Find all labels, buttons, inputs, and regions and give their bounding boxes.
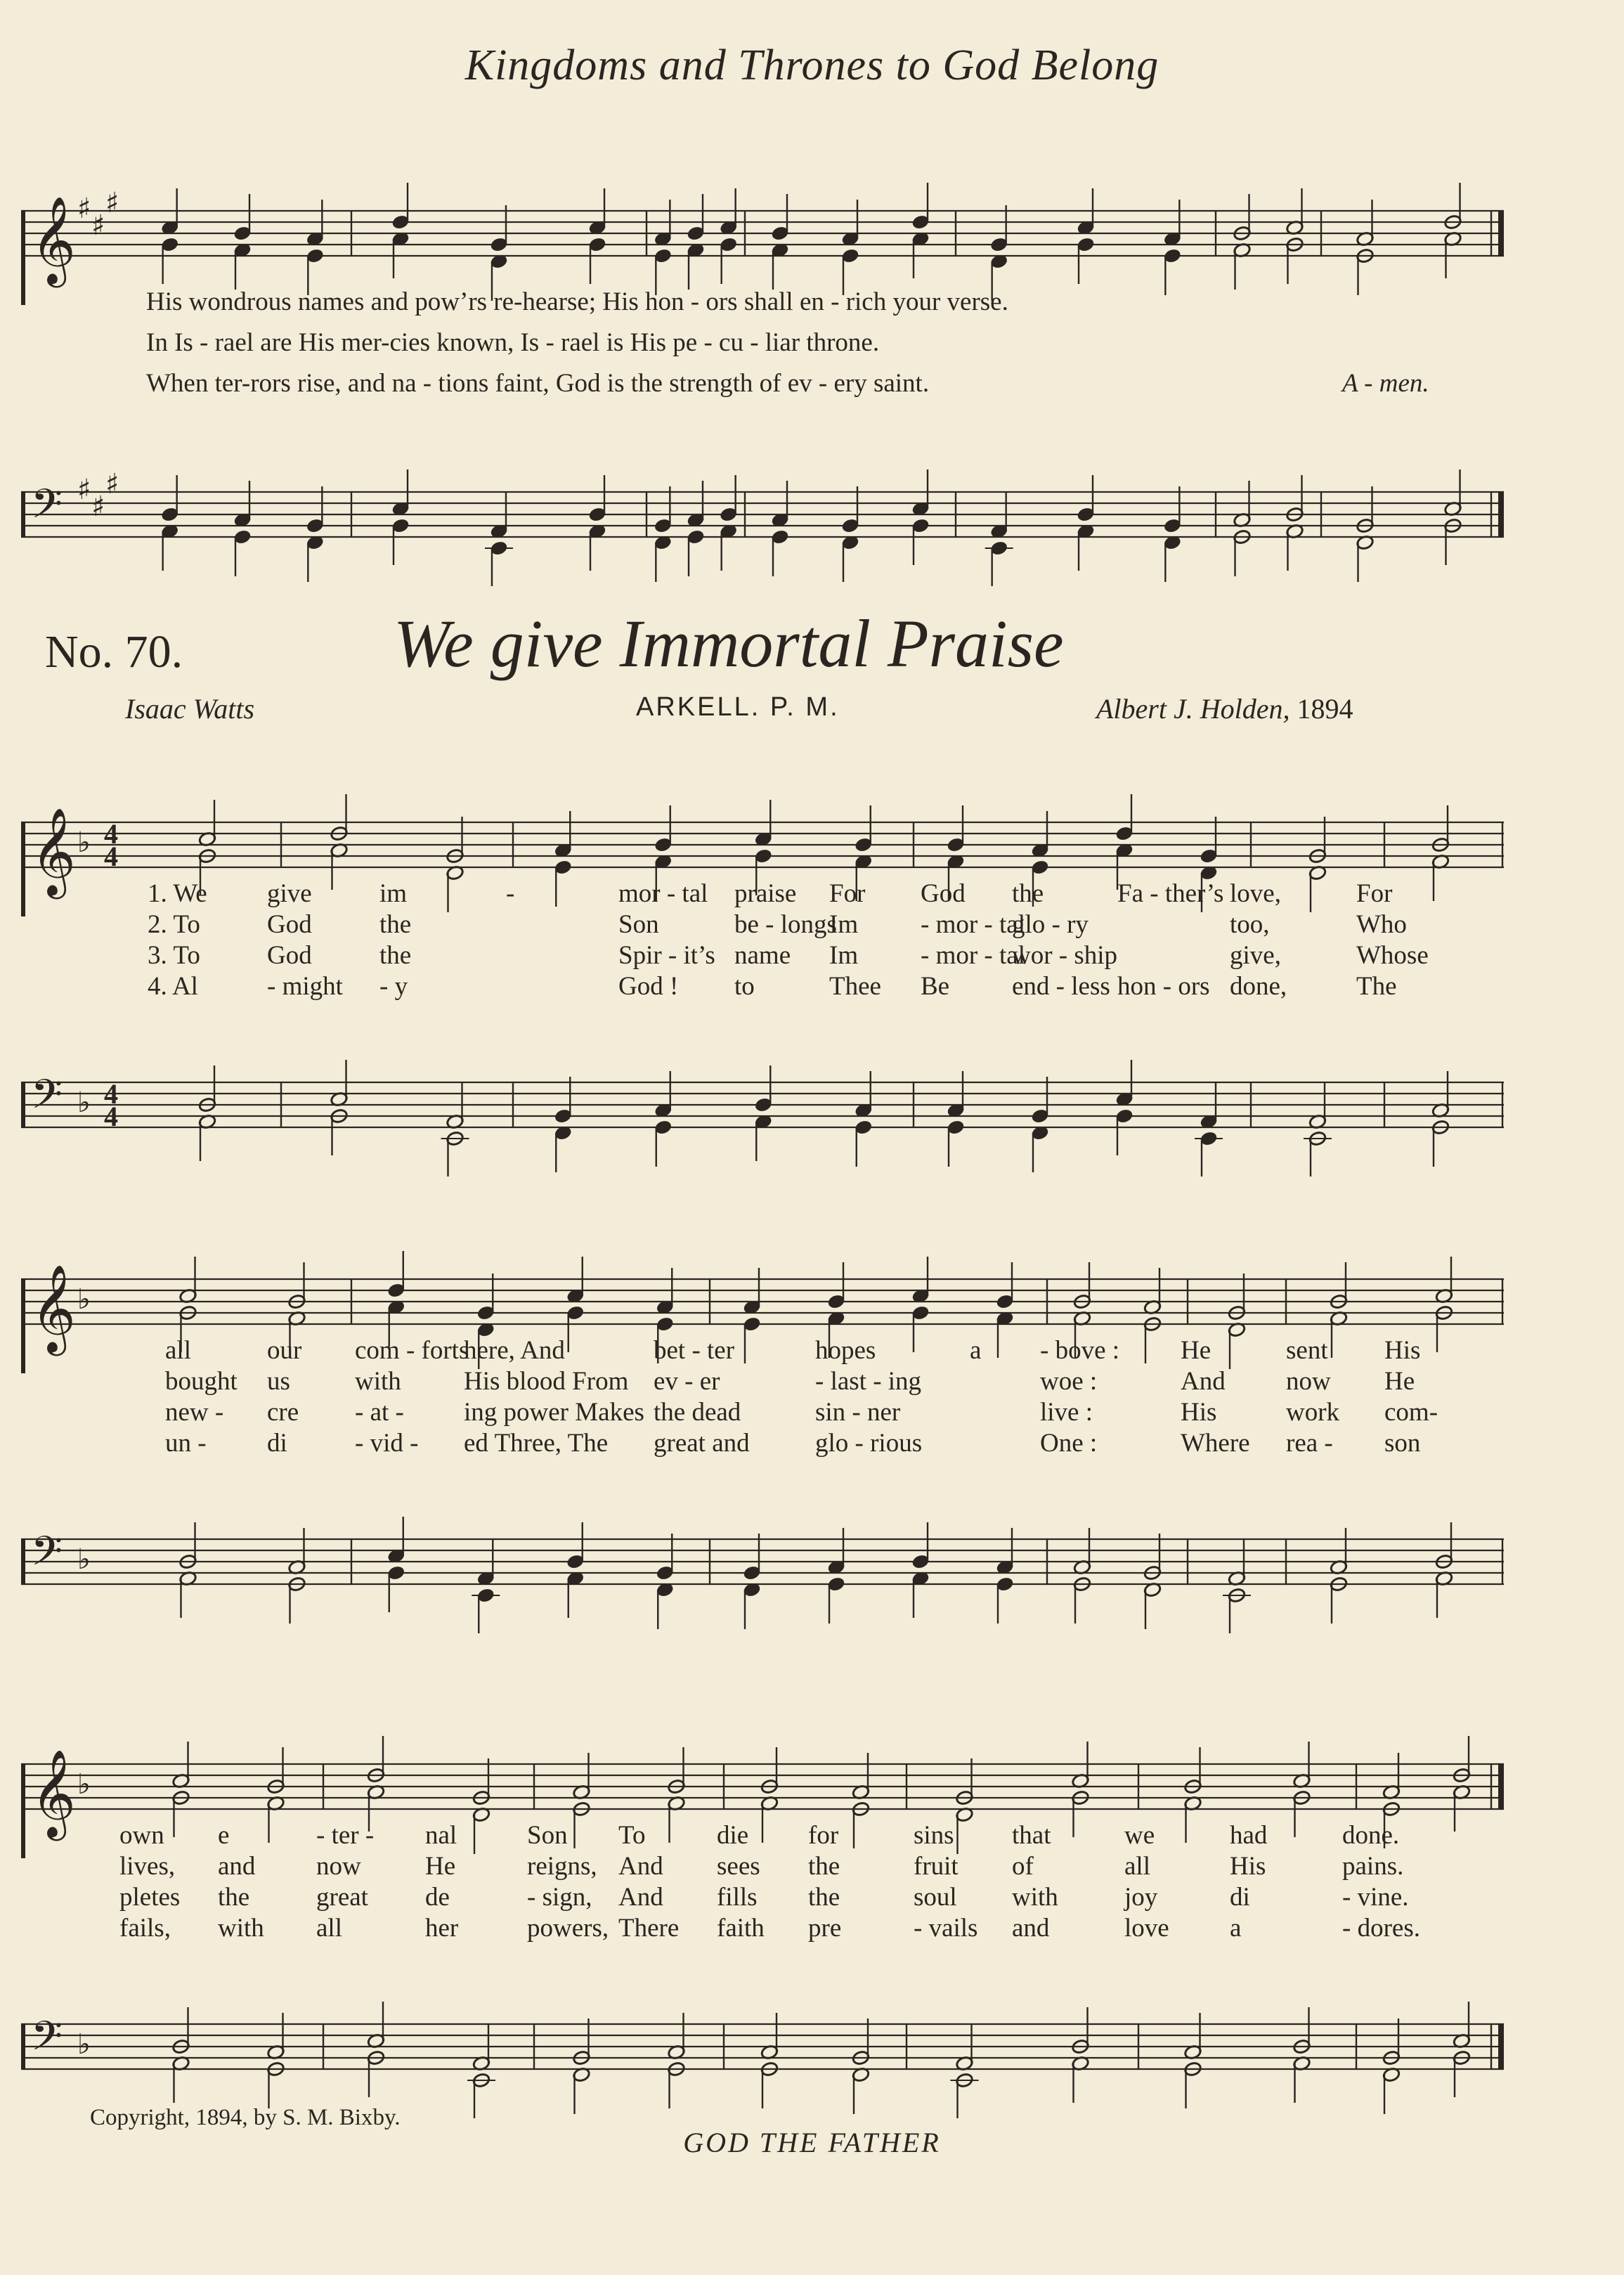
lyric-syllable: 2. To [148, 910, 200, 939]
lyric-syllable: the [218, 1883, 250, 1912]
lyric-syllable: - might [267, 972, 343, 1001]
lyric-syllable: - vine. [1342, 1883, 1409, 1912]
lyric-syllable: Son [618, 910, 659, 939]
section-footer: GOD THE FATHER [683, 2127, 941, 2158]
lyric-syllable: with [355, 1367, 401, 1396]
system-bracket [21, 822, 25, 916]
amen-text: A - men. [1342, 369, 1429, 398]
lyric-syllable: with [1012, 1883, 1058, 1912]
lyric-syllable: sin - ner [815, 1398, 901, 1427]
lyric-syllable: joy [1124, 1883, 1158, 1912]
final-barline [1498, 1764, 1504, 1809]
lyric-syllable: now [316, 1852, 361, 1881]
lyric-syllable: glo - ry [1012, 910, 1089, 939]
lyric-syllable: His [1230, 1852, 1266, 1881]
system-bracket [21, 2024, 25, 2069]
lyric-syllable: faith [717, 1914, 765, 1943]
bass-clef-icon: 𝄢 [31, 1527, 63, 1585]
final-barline [1498, 492, 1504, 537]
lyric-syllable: - vid - [355, 1429, 419, 1458]
lyric-syllable: Thee [829, 972, 881, 1001]
staff-svg [21, 162, 1504, 305]
lyric-syllable: He [1181, 1336, 1211, 1365]
lyric-syllable: pains. [1342, 1852, 1404, 1881]
composer [1096, 692, 1353, 725]
treble-clef-icon: 𝄞 [31, 808, 76, 895]
lyric-syllable: great [316, 1883, 368, 1912]
lyric-syllable: lives, [119, 1852, 176, 1881]
flat-icon: ♭ [77, 2028, 91, 2061]
lyric-syllable: great and [654, 1429, 750, 1458]
time-signature-digit: 4 [104, 1101, 118, 1132]
treble-clef-icon: 𝄞 [31, 196, 76, 284]
top-lyric-line-1: His wondrous names and pow’rs re-hearse; His hon - ors shall en - rich your verse. [146, 287, 1008, 316]
lyric-syllable: - mor - tal [921, 910, 1025, 939]
lyric-syllable: glo - rious [815, 1429, 923, 1458]
lyric-syllable: and [218, 1852, 256, 1881]
lyric-syllable: the [379, 910, 412, 939]
staff-svg [21, 1490, 1504, 1633]
lyric-syllable: praise [734, 879, 797, 908]
bass-staff [21, 443, 1504, 586]
lyric-syllable: His [1384, 1336, 1421, 1365]
lyric-syllable: - ter - [316, 1821, 375, 1850]
lyric-syllable: too, [1230, 910, 1270, 939]
lyric-syllable: sent [1286, 1336, 1328, 1365]
system-bracket [21, 1082, 25, 1127]
flat-icon: ♭ [77, 1768, 91, 1801]
flat-icon: ♭ [77, 1283, 91, 1316]
lyric-syllable: reigns, [527, 1852, 597, 1881]
system-bracket [21, 1539, 25, 1584]
lyric-syllable: - [506, 879, 515, 908]
lyric-syllable: with [218, 1914, 264, 1943]
lyric-syllable: a [970, 1336, 982, 1365]
lyric-syllable: His blood From [464, 1367, 629, 1396]
lyric-syllable: fills [717, 1883, 758, 1912]
treble-staff [21, 1230, 1504, 1373]
tune-name: ARKELL. P. M. [636, 692, 840, 722]
lyric-syllable: the [379, 941, 412, 970]
lyric-syllable: had [1230, 1821, 1268, 1850]
lyric-syllable: sins [914, 1821, 954, 1850]
lyric-syllable: Be [921, 972, 950, 1001]
treble-staff [21, 162, 1504, 305]
lyric-syllable: the [808, 1883, 840, 1912]
lyric-syllable: wor - ship [1012, 941, 1118, 970]
treble-staff [21, 1715, 1504, 1858]
time-signature-digit: 4 [104, 841, 118, 872]
lyric-syllable: pre [808, 1914, 842, 1943]
lyric-syllable: name [734, 941, 791, 970]
lyric-syllable: - vails [914, 1914, 978, 1943]
lyric-syllable: all [1124, 1852, 1150, 1881]
system-bracket [21, 211, 25, 305]
lyric-syllable: done. [1342, 1821, 1400, 1850]
lyric-syllable: ed Three, The [464, 1429, 609, 1458]
bass-clef-icon: 𝄢 [31, 1070, 63, 1128]
system-bracket [21, 1279, 25, 1373]
lyric-syllable: And [618, 1852, 663, 1881]
lyric-syllable: 1. We [148, 879, 207, 908]
copyright-notice: Copyright, 1894, by S. M. Bixby. [90, 2105, 401, 2130]
lyric-syllable: powers, [527, 1914, 609, 1943]
lyric-syllable: son [1384, 1429, 1421, 1458]
hymn-title: We give Immortal Praise [394, 606, 1064, 681]
lyric-syllable: God ! [618, 972, 679, 1001]
lyric-syllable: - last - ing [815, 1367, 922, 1396]
lyric-syllable: hopes [815, 1336, 876, 1365]
composer-name: Albert J. Holden, [1096, 693, 1290, 725]
lyric-syllable: work [1286, 1398, 1340, 1427]
lyric-syllable: im [379, 879, 408, 908]
composer-year: 1894 [1297, 693, 1353, 725]
lyric-syllable: God [267, 910, 312, 939]
lyric-syllable: God [921, 879, 966, 908]
lyric-syllable: 3. To [148, 941, 200, 970]
lyric-syllable: ing power Makes [464, 1398, 644, 1427]
lyric-syllable: bought [165, 1367, 238, 1396]
lyric-syllable: - bove : [1040, 1336, 1120, 1365]
running-head: Kingdoms and Thrones to God Belong [465, 41, 1159, 89]
sharp-icon: ♯ [91, 491, 105, 523]
lyric-syllable: her [425, 1914, 459, 1943]
lyric-syllable: Son [527, 1821, 568, 1850]
lyric-syllable: He [1384, 1367, 1415, 1396]
lyric-syllable: de [425, 1883, 450, 1912]
lyric-syllable: all [316, 1914, 342, 1943]
music-system-1 [21, 738, 1504, 1132]
lyric-syllable: - y [379, 972, 408, 1001]
lyric-syllable: love [1124, 1914, 1169, 1943]
lyric-syllable: hon - ors [1117, 972, 1210, 1001]
lyric-syllable: 4. Al [148, 972, 198, 1001]
top-lyric-line-3: When ter-rors rise, and na - tions faint, God is the strength of ev - ery saint. [146, 369, 930, 398]
lyric-syllable: cre [267, 1398, 299, 1427]
lyric-syllable: For [829, 879, 866, 908]
lyric-syllable: end - less [1012, 972, 1110, 1001]
lyric-syllable: rea - [1286, 1429, 1333, 1458]
lyric-syllable: com - forts [355, 1336, 469, 1365]
sharp-icon: ♯ [91, 209, 105, 242]
lyric-syllable: woe : [1040, 1367, 1098, 1396]
flat-icon: ♭ [77, 1087, 91, 1119]
lyric-syllable: The [1356, 972, 1397, 1001]
bass-staff [21, 1033, 1504, 1177]
sharp-icon: ♯ [105, 187, 119, 219]
lyric-syllable: to [734, 972, 755, 1001]
lyric-syllable: the [1012, 879, 1044, 908]
music-system-3 [21, 1680, 1504, 2073]
lyric-syllable: here, And [464, 1336, 565, 1365]
lyric-syllable: di [1230, 1883, 1250, 1912]
lyric-syllable: ev - er [654, 1367, 720, 1396]
author: Isaac Watts [125, 693, 255, 725]
lyric-syllable: now [1286, 1367, 1331, 1396]
lyric-syllable: live : [1040, 1398, 1093, 1427]
treble-clef-icon: 𝄞 [31, 1264, 76, 1352]
lyric-syllable: - mor - tal [921, 941, 1025, 970]
lyric-syllable: nal [425, 1821, 457, 1850]
hymn-number: No. 70. [45, 626, 183, 678]
lyric-syllable: our [267, 1336, 302, 1365]
sharp-icon: ♯ [77, 193, 91, 225]
lyric-syllable: - sign, [527, 1883, 592, 1912]
staff-svg [21, 1715, 1504, 1858]
bass-clef-icon: 𝄢 [31, 2012, 63, 2070]
lyric-syllable: and [1012, 1914, 1050, 1943]
treble-clef-icon: 𝄞 [31, 1749, 76, 1837]
staff-svg [21, 1033, 1504, 1177]
lyric-syllable: bet - ter [654, 1336, 735, 1365]
system-bracket [21, 492, 25, 537]
lyric-syllable: di [267, 1429, 287, 1458]
music-system-2 [21, 1195, 1504, 1588]
lyric-syllable: give [267, 879, 312, 908]
time-signature-digit: 4 [104, 818, 118, 850]
lyric-syllable: pletes [119, 1883, 181, 1912]
sharp-icon: ♯ [77, 474, 91, 506]
lyric-syllable: Who [1356, 910, 1407, 939]
lyric-syllable: One : [1040, 1429, 1098, 1458]
flat-icon: ♭ [77, 827, 91, 859]
final-barline [1498, 2024, 1504, 2069]
lyric-syllable: own [119, 1821, 164, 1850]
lyric-syllable: of [1012, 1852, 1034, 1881]
lyric-syllable: we [1124, 1821, 1155, 1850]
staff-svg [21, 443, 1504, 586]
lyric-syllable: To [618, 1821, 646, 1850]
lyric-syllable: And [618, 1883, 663, 1912]
lyric-syllable: sees [717, 1852, 760, 1881]
lyric-syllable: com- [1384, 1398, 1438, 1427]
lyric-syllable: the [808, 1852, 840, 1881]
top-hymn-system [21, 119, 1504, 541]
bass-staff [21, 1975, 1504, 2118]
lyric-syllable: done, [1230, 972, 1287, 1001]
lyric-syllable: fruit [914, 1852, 959, 1881]
lyric-syllable: that [1012, 1821, 1051, 1850]
lyric-syllable: die [717, 1821, 749, 1850]
lyric-syllable: Where [1181, 1429, 1250, 1458]
lyric-syllable: Spir - it’s [618, 941, 715, 970]
sharp-icon: ♯ [105, 468, 119, 500]
flat-icon: ♭ [77, 1543, 91, 1576]
system-bracket [21, 1764, 25, 1858]
lyric-syllable: - dores. [1342, 1914, 1420, 1943]
bass-staff [21, 1490, 1504, 1633]
lyric-syllable: all [165, 1336, 191, 1365]
lyric-syllable: He [425, 1852, 456, 1881]
lyric-syllable: For [1356, 879, 1393, 908]
lyric-syllable: There [618, 1914, 680, 1943]
staff-svg [21, 1230, 1504, 1373]
lyric-syllable: e [218, 1821, 230, 1850]
lyric-syllable: fails, [119, 1914, 171, 1943]
lyric-syllable: God [267, 941, 312, 970]
staff-svg [21, 1975, 1504, 2118]
lyric-syllable: for [808, 1821, 839, 1850]
bass-clef-icon: 𝄢 [31, 480, 63, 538]
lyric-syllable: new - [165, 1398, 224, 1427]
lyric-syllable: soul [914, 1883, 957, 1912]
lyric-syllable: Im [829, 910, 859, 939]
lyric-syllable: Whose [1356, 941, 1429, 970]
lyric-syllable: His [1181, 1398, 1217, 1427]
lyric-syllable: Fa - ther’s [1117, 879, 1224, 908]
top-lyric-line-2: In Is - rael are His mer-cies known, Is - rael is His pe - cu - liar throne. [146, 328, 880, 357]
lyric-syllable: Im [829, 941, 859, 970]
lyric-syllable: a [1230, 1914, 1242, 1943]
lyric-syllable: And [1181, 1367, 1226, 1396]
lyric-syllable: mor - tal [618, 879, 708, 908]
lyric-syllable: be - longs [734, 910, 837, 939]
lyric-syllable: love, [1230, 879, 1281, 908]
lyric-syllable: - at - [355, 1398, 404, 1427]
time-signature-digit: 4 [104, 1078, 118, 1110]
final-barline [1498, 211, 1504, 256]
lyric-syllable: un - [165, 1429, 207, 1458]
lyric-syllable: the dead [654, 1398, 741, 1427]
lyric-syllable: give, [1230, 941, 1281, 970]
lyric-syllable: us [267, 1367, 290, 1396]
